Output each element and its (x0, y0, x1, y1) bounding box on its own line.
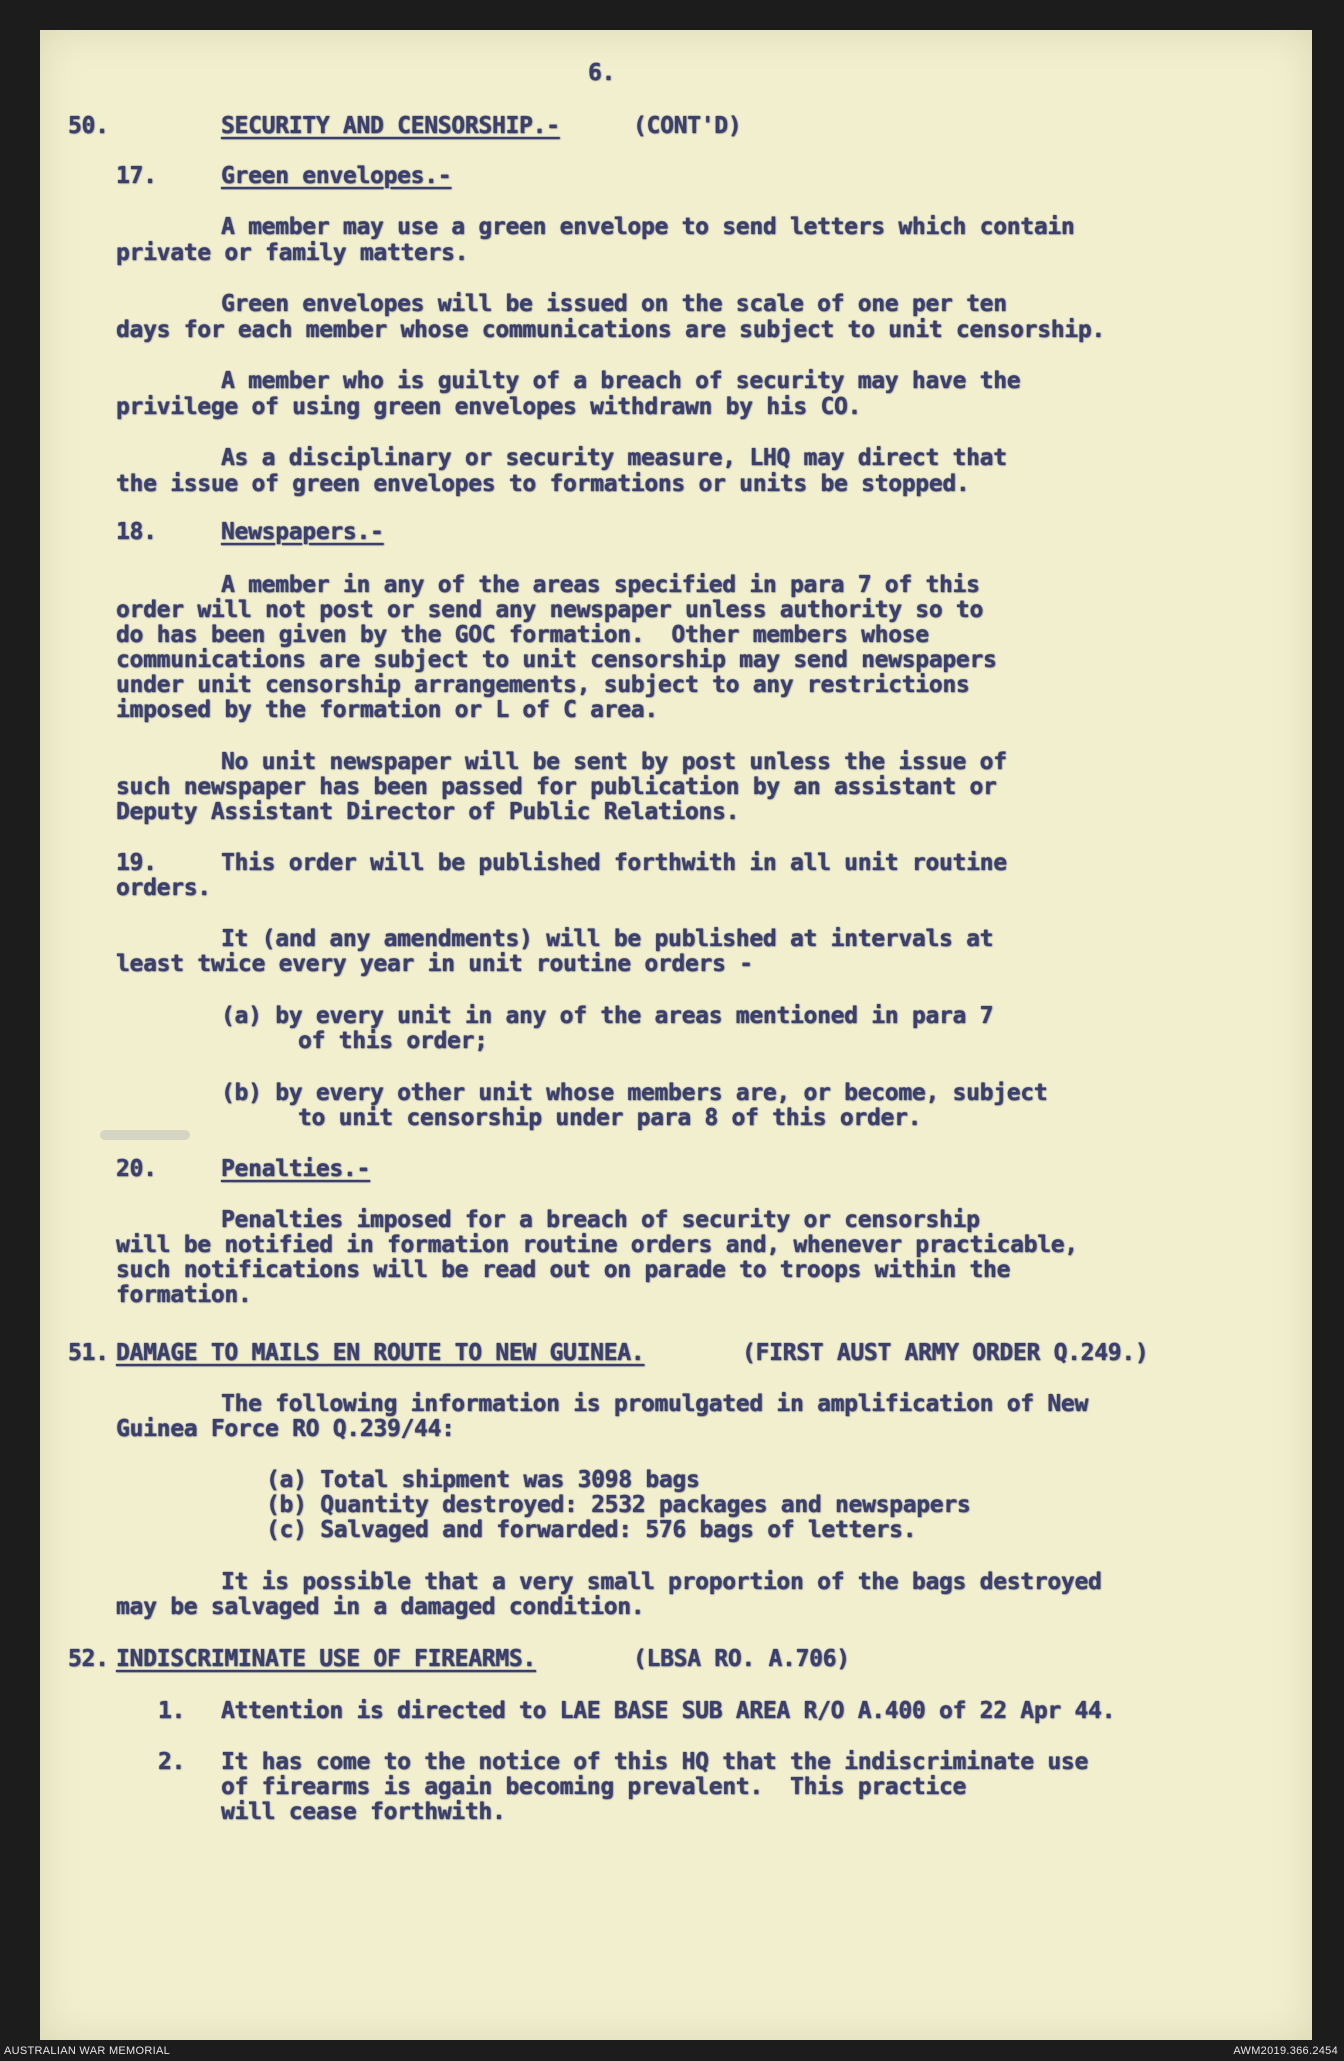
para-20-text: formation. (116, 1282, 252, 1308)
para-17-text: A member who is guilty of a breach of security may have the (221, 368, 1021, 394)
para-19-item-b: to unit censorship under para 8 of this order. (298, 1105, 922, 1131)
para-20-text: Penalties imposed for a breach of security or censorship (221, 1207, 980, 1233)
ink-smudge (100, 1130, 190, 1140)
section-50-number: 50. (68, 113, 109, 139)
para-18-text: communications are subject to unit censorship may send newspapers (116, 647, 997, 673)
para-18-title: Newspapers.- (221, 519, 384, 545)
section-51-text: It is possible that a very small proportion of the bags destroyed (221, 1569, 1102, 1595)
para-18-text: Deputy Assistant Director of Public Relations. (116, 799, 740, 825)
section-52-item-1-number: 1. (158, 1698, 186, 1724)
para-19-text: orders. (116, 875, 211, 901)
para-17-text: private or family matters. (116, 240, 469, 266)
section-52-number: 52. (68, 1646, 109, 1672)
para-19-number: 19. (116, 850, 157, 876)
para-18-number: 18. (116, 519, 157, 545)
section-52-title: INDISCRIMINATE USE OF FIREARMS. (116, 1646, 536, 1672)
para-17-text: As a disciplinary or security measure, LHQ may direct that (221, 445, 1007, 471)
para-19-item-a: (a) by every unit in any of the areas mentioned in para 7 (221, 1003, 994, 1029)
para-19-text: It (and any amendments) will be published at intervals at (221, 926, 994, 952)
para-17-text: A member may use a green envelope to send letters which contain (221, 214, 1075, 240)
section-50-title: SECURITY AND CENSORSHIP.- (221, 113, 560, 139)
section-50-continued: (CONT'D) (633, 113, 742, 139)
para-18-text: such newspaper has been passed for publication by an assistant or (116, 774, 997, 800)
para-19-item-a: of this order; (298, 1028, 488, 1054)
section-52-item-1-text: Attention is directed to LAE BASE SUB AREA R/O A.400 of 22 Apr 44. (221, 1698, 1116, 1724)
para-20-number: 20. (116, 1156, 157, 1182)
section-51-text: The following information is promulgated in amplification of New (221, 1391, 1089, 1417)
para-17-text: privilege of using green envelopes withdrawn by his CO. (116, 394, 862, 420)
section-51-text: may be salvaged in a damaged condition. (116, 1594, 645, 1620)
para-20-title: Penalties.- (221, 1156, 371, 1182)
para-18-text: do has been given by the GOC formation. Other members whose (116, 622, 929, 648)
section-51-item-c: (c) Salvaged and forwarded: 576 bags of letters. (266, 1517, 917, 1543)
para-17-text: Green envelopes will be issued on the scale of one per ten (221, 291, 1007, 317)
para-18-text: A member in any of the areas specified in para 7 of this (221, 572, 980, 598)
para-17-number: 17. (116, 163, 157, 189)
page-number: 6. (588, 60, 616, 86)
para-19-item-b: (b) by every other unit whose members are, or become, subject (221, 1080, 1048, 1106)
footer-archive-name: AUSTRALIAN WAR MEMORIAL (4, 2045, 171, 2057)
section-52-item-2-text: of firearms is again becoming prevalent. This practice (221, 1774, 967, 1800)
section-52-item-2-text: It has come to the notice of this HQ that the indiscriminate use (221, 1749, 1089, 1775)
section-51-title: DAMAGE TO MAILS EN ROUTE TO NEW GUINEA. (116, 1340, 645, 1366)
section-51-text: Guinea Force RO Q.239/44: (116, 1416, 455, 1442)
para-18-text: imposed by the formation or L of C area. (116, 697, 658, 723)
section-51-item-b: (b) Quantity destroyed: 2532 packages and newspapers (266, 1492, 971, 1518)
para-17-title: Green envelopes.- (221, 163, 452, 189)
para-19-text: This order will be published forthwith in all unit routine (221, 850, 1007, 876)
para-18-text: under unit censorship arrangements, subject to any restrictions (116, 672, 970, 698)
para-18-text: No unit newspaper will be sent by post unless the issue of (221, 749, 1007, 775)
section-52-reference: (LBSA RO. A.706) (633, 1646, 850, 1672)
section-51-item-a: (a) Total shipment was 3098 bags (266, 1467, 700, 1493)
section-52-item-2-number: 2. (158, 1749, 186, 1775)
section-52-item-2-text: will cease forthwith. (221, 1799, 506, 1825)
footer-catalogue-id: AWM2019.366.2454 (1233, 2045, 1338, 2057)
para-20-text: will be notified in formation routine orders and, whenever practicable, (116, 1232, 1078, 1258)
section-51-number: 51. (68, 1340, 109, 1366)
para-18-text: order will not post or send any newspaper unless authority so to (116, 597, 984, 623)
para-17-text: days for each member whose communications are subject to unit censorship. (116, 317, 1105, 343)
section-51-reference: (FIRST AUST ARMY ORDER Q.249.) (742, 1340, 1149, 1366)
para-17-text: the issue of green envelopes to formations or units be stopped. (116, 471, 970, 497)
para-19-text: least twice every year in unit routine orders - (116, 951, 753, 977)
para-20-text: such notifications will be read out on parade to troops within the (116, 1257, 1011, 1283)
